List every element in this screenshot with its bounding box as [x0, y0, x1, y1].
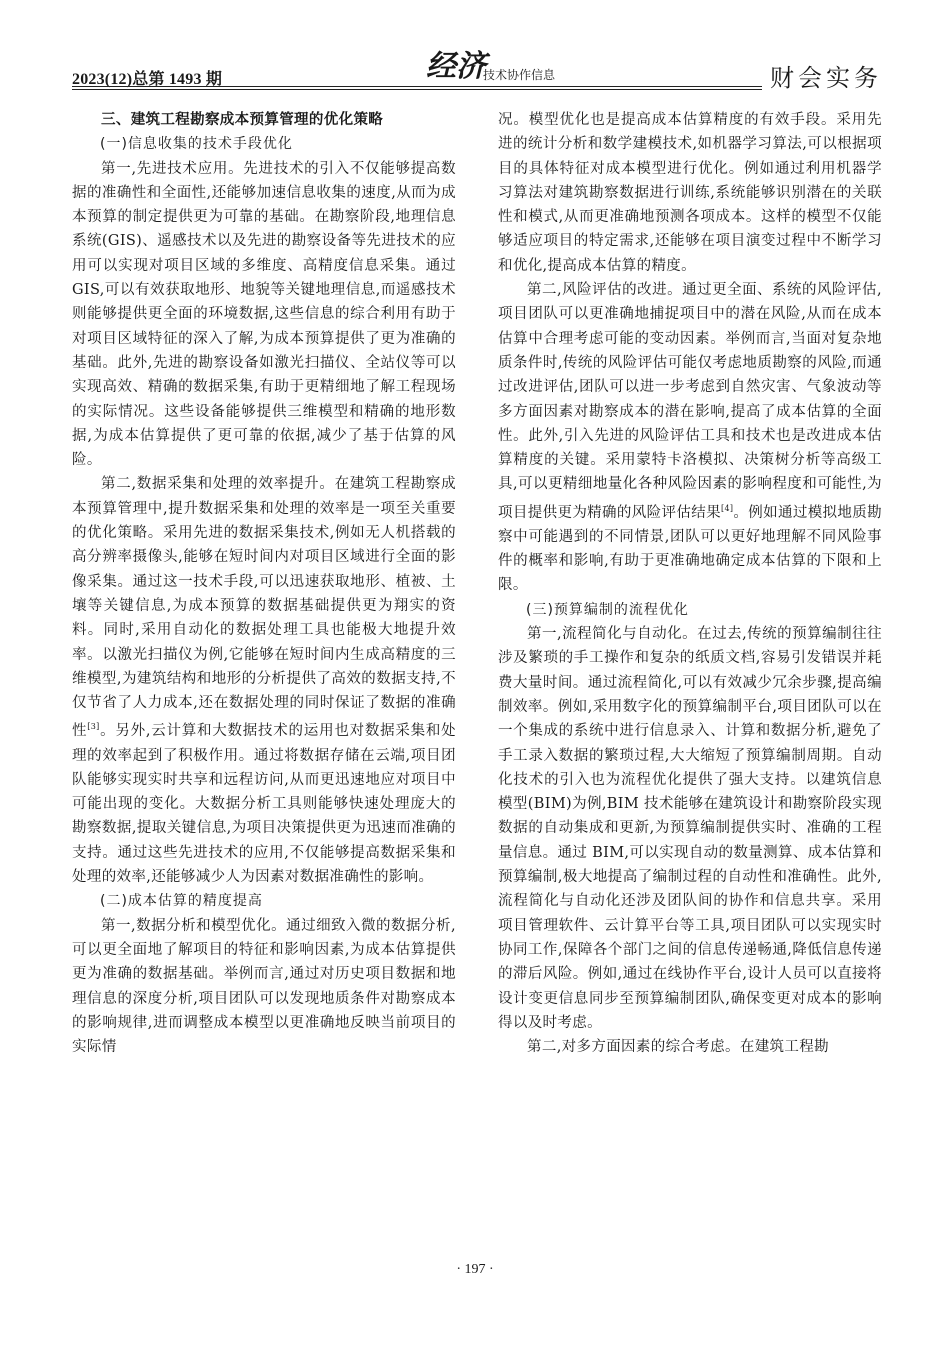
header-rule-thin [72, 89, 762, 90]
right-column [498, 108, 882, 1059]
paragraph-4 [498, 278, 882, 598]
paragraph-3-continued: 况。模型优化也是提高成本估算精度的有效手段。采用先进的统计分析和数学建模技术,如机器学习算法,可以根据项目的具体特征对成本模型进行优化。例如通过利用机器学习算法对建筑勘察数据进行训练,系统能够识别潜在的关联性和模式,从而更准确地预测各项成本。这样的模型不仅能够适应项目的特定需求,还能够在项目演变过程中不断学习和优化,提高成本估算的精度。 [498, 112, 882, 274]
paragraph-4-tail: 。例如通过模拟地质勘察中可能遇到的不同情景,团队可以更好地理解不同风险事件的概率和影响,有助于更准确地确定成本估算的下限和上限。 [498, 504, 883, 594]
journal-subtitle: 技术协作信息 [483, 68, 556, 82]
subsection-heading-1: (一)信息收集的技术手段优化 [100, 136, 293, 153]
paragraph-5: 第一,流程简化与自动化。在过去,传统的预算编制往往涉及繁琐的手工操作和复杂的纸质文档,容易引发错误并耗费大量时间。通过流程简化,可以有效减少冗余步骤,提高编制效率。例如,采用数字化的预算编制平台,项目团队可以在一个集成的系统中进行信息录入、计算和数据分析,避免了手工录入数据的繁琐过程,大大缩短了预算编制周期。自动化技术的引入也为流程优化提供了强大支持。以建筑信息模型(BIM)为例,BIM 技术能够在建筑设计和勘察阶段实现数据的自动集成和更新,为预算编制提供实时、准确的工程量信息。通过 BIM,可以实现自动的数量测算、成本估算和预算编制,极大地提高了编制过程的自动性和准确性。此外,流程简化与自动化还涉及团队间的协作和信息共享。采用项目管理软件、云计算平台等工具,项目团队可以实现实时协同工作,保障各个部门之间的信息传递畅通,降低信息传递的滞后风险。例如,通过在线协作平台,设计人员可以直接将设计变更信息同步至预算编制团队,确保变更对成本的影响得以及时考虑。 [498, 626, 882, 1031]
paragraph-6: 第二,对多方面因素的综合考虑。在建筑工程勘 [527, 1039, 829, 1056]
page-number: · 197 · [456, 1262, 494, 1277]
section-heading: 三、建筑工程勘察成本预算管理的优化策略 [101, 112, 384, 128]
citation-4[interactable]: [4] [720, 503, 734, 513]
left-column [72, 108, 456, 1059]
journal-logo: 经济 [426, 49, 486, 84]
issue-label: 2023(12)总第 1493 期 [72, 71, 223, 88]
paragraph-2-tail: 。另外,云计算和大数据技术的运用也对数据采集和处理的效率起到了积极作用。通过将数据存储在云端,项目团队能够实现实时共享和远程访问,从而更迅速地应对项目中可能出现的变化。大数据分析工具则能够快速处理庞大的勘察数据,提取关键信息,为项目决策提供更为迅速而准确的支持。通过这些先进技术的应用,不仅能够提高数据采集和处理的效率,还能够减少人为因素对数据准确性的影响。 [72, 723, 456, 886]
section-label: 财会实务 [770, 64, 882, 92]
paragraph-1: 第一,先进技术应用。先进技术的引入不仅能够提高数据的准确性和全面性,还能够加速信息收集的速度,从而为成本预算的制定提供更为可靠的基础。在勘察阶段,地理信息系统(GIS)、遥感技术以及先进的勘察设备等先进技术的应用可以实现对项目区域的多维度、高精度信息采集。通过 GIS,可以有效获取地形、地貌等关键地理信息,而遥感技术则能够提供更全面的环境数据,这些信息的综合利用有助于对项目区域特征的深入了解,为成本预算提供了更为准确的基础。此外,先进的勘察设备如激光扫描仪、全站仪等可以实现高效、精确的数据采集,有助于更精细地了解工程现场的实际情况。这些设备能够提供三维模型和精确的地形数据,为成本估算提供了更可靠的依据,减少了基于估算的风险。 [72, 160, 456, 469]
header-rule [72, 86, 762, 87]
paragraph-2-body: 第二,数据采集和处理的效率提升。在建筑工程勘察成本预算管理中,提升数据采集和处理的效率是一项至关重要的优化策略。采用先进的数据采集技术,例如无人机搭载的高分辨率摄像头,能够在短时间内对项目区域进行全面的影像采集。通过这一技术手段,可以迅速获取地形、植被、土壤等关键信息,为成本预算的数据基础提供更为翔实的资料。同时,采用自动化的数据处理工具也能极大地提升效率。以激光扫描仪为例,它能够在短时间内生成高精度的三维模型,为建筑结构和地形的分析提供了高效的数据支持,不仅节省了人力成本,还在数据处理的同时保证了数据的准确性 [72, 476, 456, 740]
citation-3[interactable]: [3] [87, 722, 100, 732]
subsection-heading-2: (二)成本估算的精度提高 [100, 893, 263, 910]
subsection-heading-3: (三)预算编制的流程优化 [526, 601, 689, 618]
paragraph-4-body: 第二,风险评估的改进。通过更全面、系统的风险评估,项目团队可以更准确地捕捉项目中的潜在风险,从而在成本估算中合理考虑可能的变动因素。举例而言,当面对复杂地质条件时,传统的风险评估可能仅考虑地质勘察的风险,而通过改进评估,团队可以进一步考虑到自然灾害、气象波动等多方面因素对勘察成本的潜在影响,提高了成本估算的全面性。此外,引入先进的风险评估工具和技术也是改进成本估算精度的关键。采用蒙特卡洛模拟、决策树分析等高级工具,可以更精细地量化各种风险因素的影响程度和可能性,为项目提供更为精确的风险评估结果 [498, 282, 882, 521]
paragraph-3: 第一,数据分析和模型优化。通过细致入微的数据分析,可以更全面地了解项目的特征和影响因素,为成本估算提供更为准确的数据基础。举例而言,通过对历史项目数据和地理信息的深度分析,项目团队可以发现地质条件对勘察成本的影响规律,进而调整成本模型以更准确地反映当前项目的实际情 [72, 917, 456, 1056]
paragraph-2 [72, 472, 456, 889]
